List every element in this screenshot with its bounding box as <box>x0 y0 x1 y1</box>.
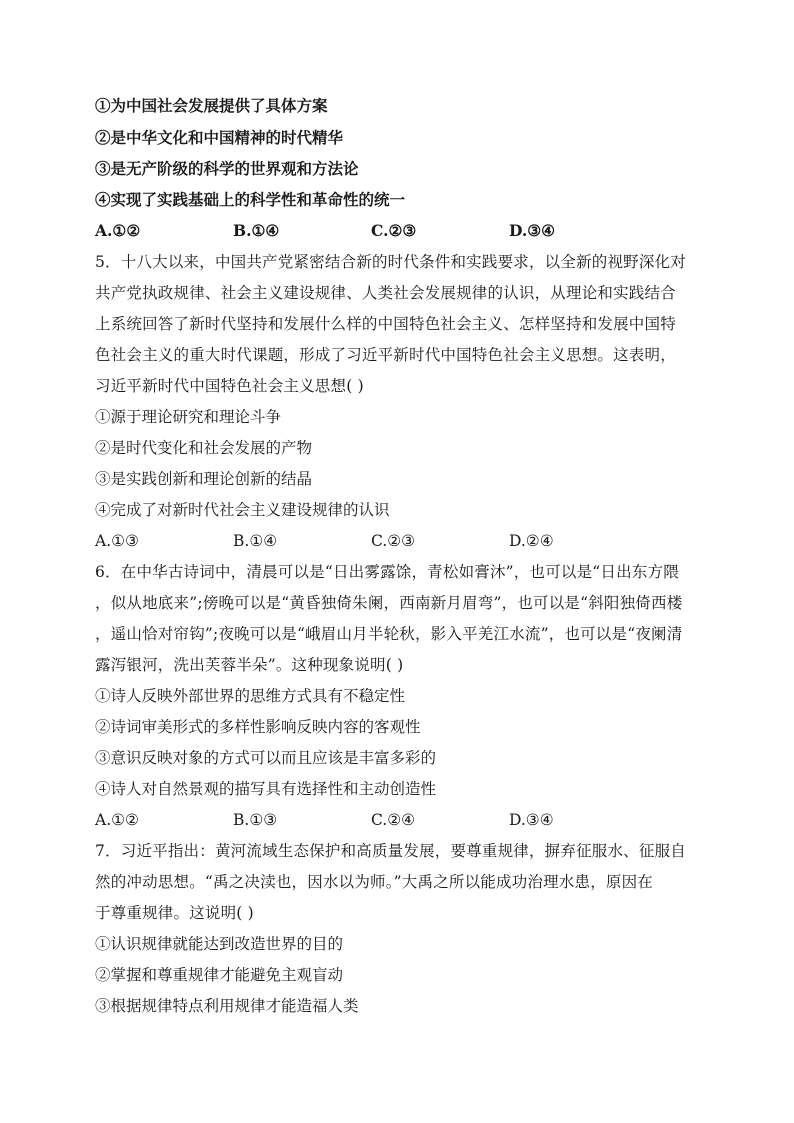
q4-choice-c: C.②③ <box>371 221 417 240</box>
q5-statement-1: ①源于理论研究和理论斗争 <box>95 408 282 426</box>
q6-choice-b: B.①③ <box>233 811 278 829</box>
q7-stem-line-3: 于尊重规律。这说明( ) <box>95 904 254 922</box>
q7-stem-line-2: 然的冲动思想。“禹之决渎也，因水以为师。”大禹之所以能成功治理水患，原因在 <box>95 873 654 891</box>
q5-statement-4: ④完成了对新时代社会主义建设规律的认识 <box>95 501 390 519</box>
q5-choice-c: C.②③ <box>371 532 416 550</box>
q6-statement-2: ②诗词审美形式的多样性影响反映内容的客观性 <box>95 718 421 736</box>
q4-choices <box>95 221 715 241</box>
q4-statement-3: ③是无产阶级的科学的世界观和方法论 <box>95 159 359 178</box>
q6-statement-4: ④诗人对自然景观的描写具有选择性和主动创造性 <box>95 780 437 798</box>
q6-choices <box>95 810 715 830</box>
q6-choice-d: D.③④ <box>509 811 554 829</box>
q6-stem-line-3: ，遥山恰对帘钩”;夜晚可以是“峨眉山月半轮秋，影入平羌江水流”，也可以是“夜阑清 <box>95 625 683 643</box>
q5-choice-b: B.①④ <box>233 532 278 550</box>
q5-choice-d: D.②④ <box>509 532 554 550</box>
q4-statement-4: ④实现了实践基础上的科学性和革命性的统一 <box>95 190 406 209</box>
q5-choice-a: A.①③ <box>95 532 139 550</box>
q5-choices <box>95 531 715 551</box>
q4-statement-1: ①为中国社会发展提供了具体方案 <box>95 96 328 115</box>
q5-statement-2: ②是时代变化和社会发展的产物 <box>95 439 313 457</box>
q5-stem-line-3: 上系统回答了新时代坚持和发展什么样的中国特色社会主义、怎样坚持和发展中国特 <box>95 315 676 333</box>
q7-stem-line-1: 7．习近平指出：黄河流域生态保护和高质量发展，要尊重规律，摒弃征服水、征服自 <box>95 842 686 860</box>
q6-choice-c: C.②④ <box>371 811 416 829</box>
q5-stem-line-1: 5．十八大以来，中国共产党紧密结合新的时代条件和实践要求，以全新的视野深化对 <box>95 253 686 271</box>
q4-choice-b: B.①④ <box>233 221 280 240</box>
q5-stem-line-5: 习近平新时代中国特色社会主义思想( ) <box>95 377 364 395</box>
q6-choice-a: A.①② <box>95 811 139 829</box>
q7-statement-1: ①认识规律就能达到改造世界的目的 <box>95 935 344 953</box>
q7-statement-2: ②掌握和尊重规律才能避免主观盲动 <box>95 966 344 984</box>
q5-stem-line-2: 共产党执政规律、社会主义建设规律、人类社会发展规律的认识，从理论和实践结合 <box>95 284 676 302</box>
q7-statement-3: ③根据规律特点利用规律才能造福人类 <box>95 997 359 1015</box>
q5-statement-3: ③是实践创新和理论创新的结晶 <box>95 470 313 488</box>
q6-stem-line-2: ，似从地底来”;傍晚可以是“黄昏独倚朱阑，西南新月眉弯”，也可以是“斜阳独倚西楼 <box>95 594 683 612</box>
q4-choice-a: A.①② <box>95 221 141 240</box>
q4-choice-d: D.③④ <box>509 221 556 240</box>
q6-statement-3: ③意识反映对象的方式可以而且应该是丰富多彩的 <box>95 749 437 767</box>
q6-stem-line-4: 露泻银河，洗出芙蓉半朵”。这种现象说明( ) <box>95 656 404 674</box>
q6-stem-line-1: 6．在中华古诗词中，清晨可以是“日出雾露馀，青松如膏沐”，也可以是“日出东方隈 <box>95 563 679 581</box>
q5-stem-line-4: 色社会主义的重大时代课题，形成了习近平新时代中国特色社会主义思想。这表明， <box>95 346 676 364</box>
q6-statement-1: ①诗人反映外部世界的思维方式具有不稳定性 <box>95 687 406 705</box>
q4-statement-2: ②是中华文化和中国精神的时代精华 <box>95 128 344 147</box>
